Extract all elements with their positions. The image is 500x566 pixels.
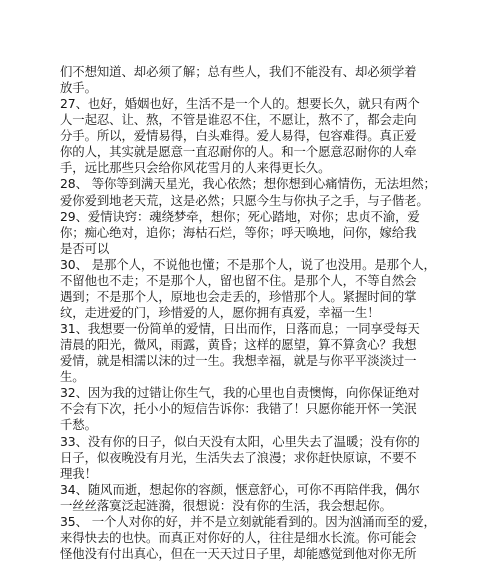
text-line: 分手。所以，爱情易得，白头难得。爱人易得，包容难得。真正爱	[60, 128, 417, 144]
text-line: 日子，似夜晚没有月光，生活失去了浪漫；求你赶快原谅，不要不	[60, 449, 417, 465]
text-line: 纹，走进爱的门，珍惜爱的人，愿你拥有真爱，幸福一生！	[60, 305, 380, 320]
text-line: 理我！	[60, 465, 97, 481]
text-line: 你的人，其实就是愿意一直忍耐你的人。和一个愿意忍耐你的人牵	[60, 144, 417, 160]
text-line: 34、随风而逝，想起你的容颜，惬意舒心，可你不再陪伴我，偶尔	[60, 481, 420, 497]
text-line: 千愁。	[60, 417, 97, 433]
text-line: 是否可以	[60, 240, 110, 256]
text-line: 怪他没有付出真心，但在一天天过日子里，却能感觉到他对你无所	[60, 546, 417, 561]
text-line: 清晨的阳光，微风，雨露，黄昏；这样的愿望，算不算贪心？我想	[60, 337, 417, 353]
text-line: 29、爱情诀窍：魂绕梦牵，想你；死心踏地，对你；忠贞不渝，爱	[60, 208, 420, 224]
text-line: 放手。	[60, 80, 97, 96]
text-line: 不会有下次，托小小的短信告诉你：我错了！只愿你能开怀一笑泯	[60, 401, 417, 417]
text-line: 33、没有你的日子，似白天没有太阳，心里失去了温暖；没有你的	[60, 433, 420, 449]
text-line: 爱你爱到地老天荒，这是必然；只愿今生与你执子之手，与子偕老。	[60, 192, 429, 208]
text-line: 不留他也不走；不是那个人，留也留不住。是那个人，不等自然会	[60, 272, 417, 288]
text-line: 27、也好，婚姻也好，生活不是一个人的。想要长久，就只有两个	[60, 96, 420, 112]
text-line: 们不想知道、却必须了解；总有些人，我们不能没有、却必须学着	[60, 64, 417, 79]
text-line: 生。	[60, 369, 85, 385]
text-line: 来得快去的也快。而真正对你好的人，往往是细水长流。你可能会	[60, 529, 417, 545]
text-line: 爱情，就是相濡以沫的过一生。我想幸福，就是与你平平淡淡过一	[60, 353, 417, 369]
text-line: 你；痴心绝对，追你；海枯石烂，等你；呼天唤地，问你，嫁给我	[60, 224, 417, 240]
text-line: 28、 等你等到满天星光，我心依然；想你想到心痛情伤，无法坦然；	[60, 176, 436, 192]
text-line: 30、 是那个人，不说他也懂；不是那个人，说了也没用。是那个人，	[60, 256, 436, 272]
text-line: 32、因为我的过错让你生气，我的心里也自责懊悔，向你保证绝对	[60, 385, 420, 401]
text-line: 35、 一个人对你的好，并不是立刻就能看到的。因为汹涌而至的爱，	[60, 513, 436, 529]
text-line: 遇到；不是那个人，原地也会走丢的，珍惜那个人。紧握时间的掌	[60, 288, 417, 304]
text-line: 人一起忍、让、熬，不管是谁忍不住，不愿让，熬不了，都会走向	[60, 112, 417, 128]
text-line: 31、我想要一份简单的爱情，日出而作，日落而息；一同享受每天	[60, 321, 420, 337]
text-line: 手，远比那些只会给你风花雪月的人来得更长久。	[60, 160, 331, 176]
text-line: 一丝丝落寞泛起涟漪，很想说：没有你的生活，我会想起你。	[60, 497, 392, 513]
